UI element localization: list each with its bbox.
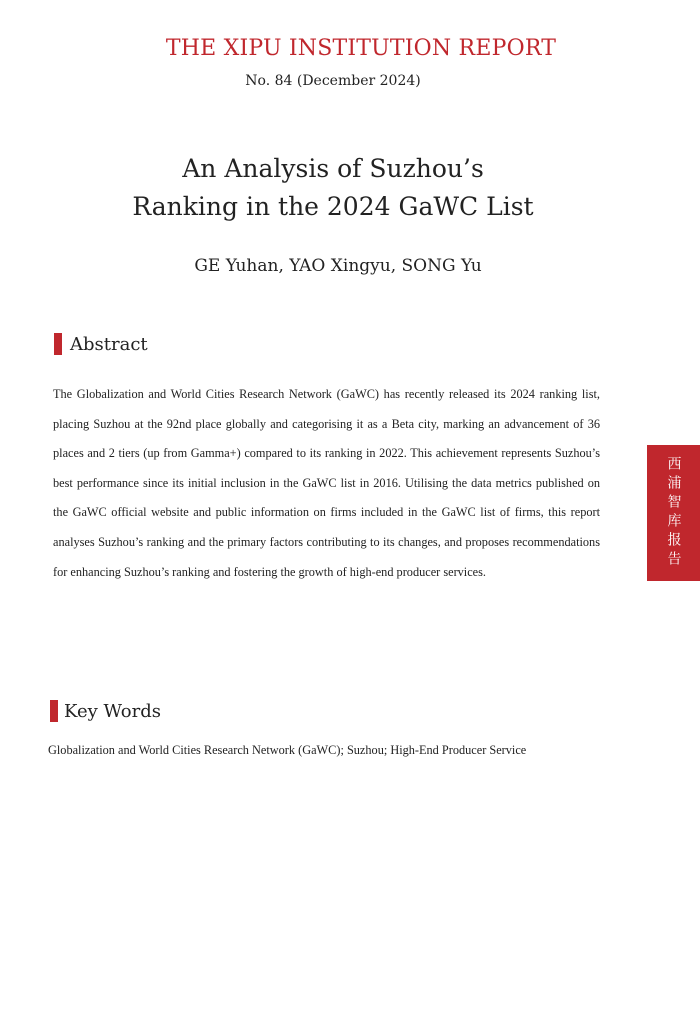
paper-title-line-1: An Analysis of Suzhou’s bbox=[182, 154, 484, 183]
section-marker-bar bbox=[54, 333, 62, 355]
abstract-text: The Globalization and World Cities Research Network (GaWC) has recently released its 2024 ranking list, placing Suzhou at the 92nd place globally and categorising it as a Beta city, marking an advancement of 36 places and 2 tiers (up from Gamma+) compared to its ranking in 2022. This achievement represents Suzhou’s best performance since its initial inclusion in the GaWC list in 2016. Utilising the data metrics published on the GaWC official website and public information on firms included in the GaWC list of firms, this report analyses Suzhou’s ranking and the primary factors contributing to its changes, and proposes recommendations for enhancing Suzhou’s ranking and fostering the growth of high-end producer services. bbox=[53, 387, 600, 579]
paper-title bbox=[0, 150, 666, 226]
abstract-heading bbox=[54, 333, 148, 355]
side-tab-label: 西浦智库报告 bbox=[665, 456, 682, 570]
side-tab bbox=[647, 445, 700, 581]
report-series-title: THE XIPU INSTITUTION REPORT bbox=[165, 36, 557, 61]
paper-title-line-2: Ranking in the 2024 GaWC List bbox=[132, 192, 534, 221]
authors: GE Yuhan, YAO Xingyu, SONG Yu bbox=[194, 256, 482, 276]
abstract-heading-label: Abstract bbox=[70, 333, 148, 355]
keywords-heading-label: Key Words bbox=[64, 700, 161, 722]
keywords-text: Globalization and World Cities Research Network (GaWC); Suzhou; High-End Producer Service bbox=[48, 743, 527, 757]
keywords-heading bbox=[50, 700, 161, 722]
report-number: No. 84 (December 2024) bbox=[245, 73, 421, 89]
section-marker-bar bbox=[50, 700, 58, 722]
